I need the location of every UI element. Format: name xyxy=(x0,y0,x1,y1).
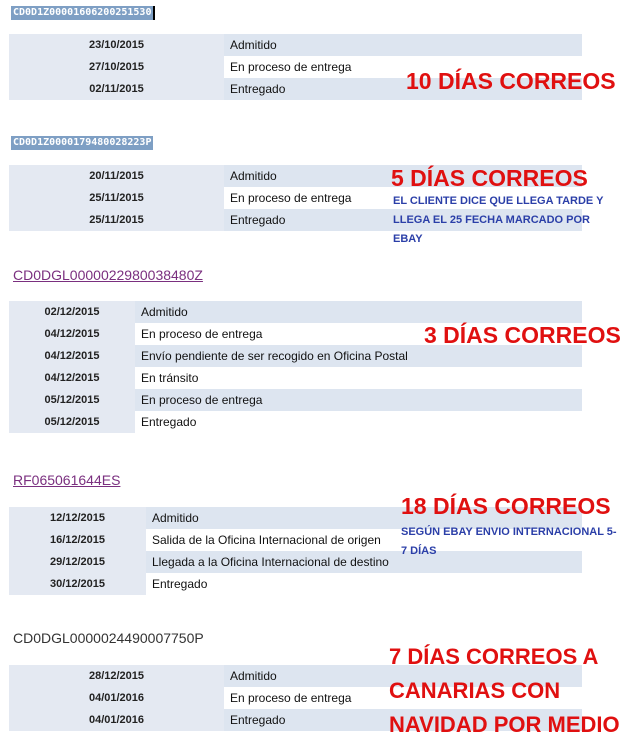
table-row xyxy=(9,411,582,433)
event-date: 02/12/2015 xyxy=(9,301,135,323)
event-status: Entregado xyxy=(146,573,582,595)
event-status: Admitido xyxy=(135,301,582,323)
note-line: NAVIDAD POR MEDIO xyxy=(389,712,620,737)
event-date: 04/01/2016 xyxy=(9,687,224,709)
event-status: En proceso de entrega xyxy=(135,323,582,345)
delivery-days-note: 18 DÍAS CORREOS xyxy=(401,493,611,519)
delivery-days-note xyxy=(389,640,620,742)
comment-line: EL CLIENTE DICE QUE LLEGA TARDE Y xyxy=(393,195,604,207)
event-date: 30/12/2015 xyxy=(9,573,146,595)
event-status: En proceso de entrega xyxy=(224,687,582,709)
event-status: Admitido xyxy=(224,665,582,687)
event-status: Salida de la Oficina Internacional de origen xyxy=(146,529,582,551)
event-date: 23/10/2015 xyxy=(9,34,224,56)
event-date: 04/12/2015 xyxy=(9,345,135,367)
table-row xyxy=(9,367,582,389)
event-status: Admitido xyxy=(224,34,582,56)
tracking-events-table xyxy=(9,301,582,433)
event-date: 05/12/2015 xyxy=(9,389,135,411)
event-date: 25/11/2015 xyxy=(9,187,224,209)
delivery-days-note: 10 DÍAS CORREOS xyxy=(406,68,616,94)
table-row xyxy=(9,389,582,411)
delivery-days-note: 5 DÍAS CORREOS xyxy=(391,165,588,191)
tracking-number: CD0DGL0000024490007750P xyxy=(13,630,204,646)
event-date: 16/12/2015 xyxy=(9,529,146,551)
event-date: 12/12/2015 xyxy=(9,507,146,529)
event-date: 28/12/2015 xyxy=(9,665,224,687)
event-status: Entregado xyxy=(135,411,582,433)
comment-line: SEGÚN EBAY ENVIO INTERNACIONAL 5- xyxy=(401,526,617,538)
event-status: Admitido xyxy=(146,507,582,529)
event-status: En tránsito xyxy=(135,367,582,389)
note-line: 7 DÍAS CORREOS A xyxy=(389,644,599,669)
delivery-days-note: 3 DÍAS CORREOS xyxy=(424,322,621,348)
tracking-link[interactable]: RF065061644ES xyxy=(13,472,121,488)
event-date: 29/12/2015 xyxy=(9,551,146,573)
tracking-link[interactable]: CD0DGL0000022980038480Z xyxy=(13,267,203,283)
event-date: 25/11/2015 xyxy=(9,209,224,231)
table-row xyxy=(9,573,582,595)
event-date: 04/01/2016 xyxy=(9,709,224,731)
note-line: CANARIAS CON xyxy=(389,678,561,703)
event-status: Entregado xyxy=(224,209,582,231)
event-status: Llegada a la Oficina Internacional de destino xyxy=(146,551,582,573)
comment-line: 7 DÍAS xyxy=(401,545,437,557)
event-date: 04/12/2015 xyxy=(9,367,135,389)
tracking-number[interactable]: CD0D1Z00001606200251530 xyxy=(11,6,155,20)
customer-comment xyxy=(393,192,603,249)
event-date: 27/10/2015 xyxy=(9,56,224,78)
comment-line: LLEGA EL 25 FECHA MARCADO POR xyxy=(393,214,590,226)
event-date: 20/11/2015 xyxy=(9,165,224,187)
event-status: Admitido xyxy=(224,165,582,187)
event-status: Envío pendiente de ser recogido en Oficina Postal xyxy=(135,345,582,367)
event-date: 04/12/2015 xyxy=(9,323,135,345)
event-date: 02/11/2015 xyxy=(9,78,224,100)
ebay-comment xyxy=(401,523,617,561)
event-status: Entregado xyxy=(224,709,582,731)
tracking-number[interactable]: CD0D1Z0000179480028223P xyxy=(13,137,152,148)
event-status: En proceso de entrega xyxy=(135,389,582,411)
event-status: Entregado xyxy=(224,78,582,100)
event-status: En proceso de entrega xyxy=(224,56,582,78)
event-date: 05/12/2015 xyxy=(9,411,135,433)
table-row xyxy=(9,301,582,323)
table-row xyxy=(9,34,582,56)
event-status: En proceso de entrega xyxy=(224,187,582,209)
comment-line: EBAY xyxy=(393,233,423,245)
